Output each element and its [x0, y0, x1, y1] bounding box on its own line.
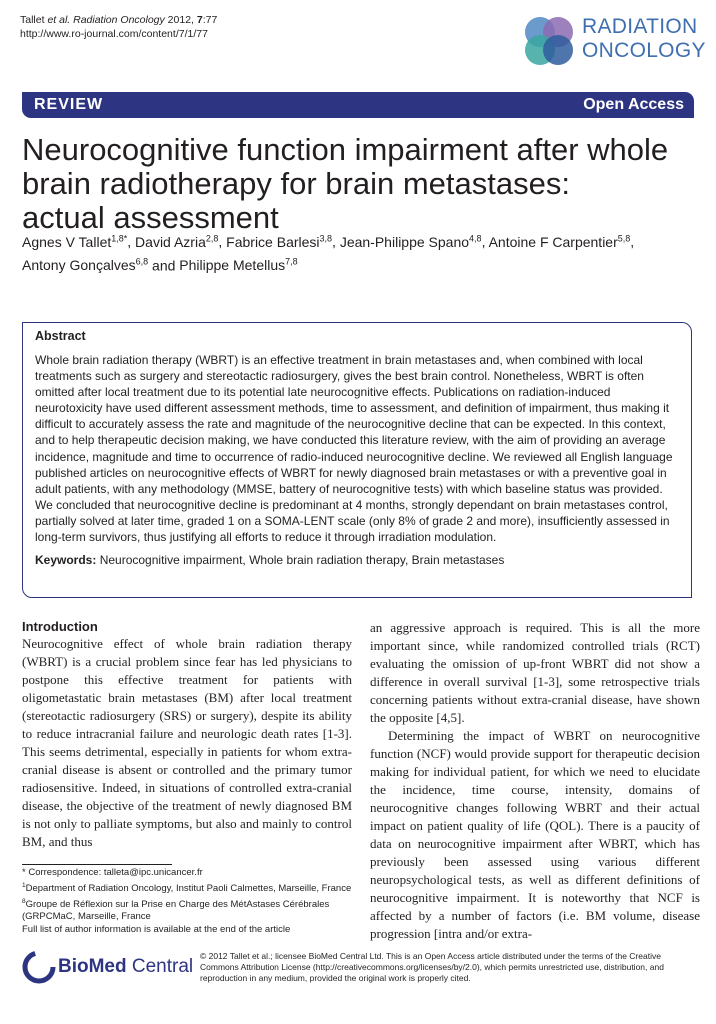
journal-logo-line1: RADIATION — [582, 15, 698, 38]
abstract-box — [22, 322, 692, 598]
citation-year: 2012, — [164, 14, 197, 26]
body-column-right — [370, 619, 700, 943]
article-type-banner — [22, 92, 694, 118]
citation-author: Tallet — [20, 14, 48, 26]
publisher-name-rest: Central — [126, 956, 194, 977]
author[interactable]: Jean-Philippe Spano$^{4,8}$ — [339, 233, 482, 250]
correspondence[interactable]: * Correspondence: talleta@ipc.unicancer.fr — [22, 867, 203, 878]
body-column-left — [22, 619, 352, 851]
keywords-label: Keywords: — [35, 553, 97, 568]
body-paragraph: Determining the impact of WBRT on neurocognitive function (NCF) would provide support for therapeutic decision making for individual patient, for which we need to elucidate the incidence, time course, intensity, domains of neurocognitive changes following WBRT and their actual impact on patient quality of life (QOL). There is a paucity of data on neurocognitive impairment after WBRT, which has previously been assessed using various different neuropsychological tests, as well as different definitions of neurocognitive impairment. It is noteworthy that NCF is affected by a number of factors (i.e. BM volume, disease progression [intra and/or extra- — [370, 728, 700, 941]
license-text: © 2012 Tallet et al.; licensee BioMed Central Ltd. This is an Open Access article distributed under the terms of the Creative Commons Attribution License (http://creativecommons.org/licenses/by/2.0), which permits unrestricted use, distribution, and reproduction in any medium, provided the original work is properly cited. — [200, 951, 664, 983]
title-line: actual assessment — [22, 200, 279, 235]
title-line: Neurocognitive function impairment after whole — [22, 132, 669, 167]
author[interactable]: Philippe Metellus$^{7,8}$ — [179, 256, 298, 274]
article-title — [22, 133, 702, 235]
author[interactable]: Fabrice Barlesi$^{3,8}$ — [226, 233, 333, 250]
journal-logo-line2: ONCOLOGY — [582, 39, 706, 62]
footnote-divider — [22, 864, 172, 865]
abstract-body: Whole brain radiation therapy (WBRT) is an effective treatment in brain metastases and, when combined with local treatments such as surgery and stereotactic radiosurgery, gives the best brain control. Nonetheless, WBRT is often omitted after local treatment due to its potential late neurocognitive effects. Publications on radiation-induced neurotoxicity have used different assessment methods, time to assessment, and definition of impairment, thus making it difficult to accurately assess the rate and magnitude of the neurocognitive decline that can be expected. In this context, and to help therapeutic decision making, we have conducted this literature review, with the aim of providing an average incidence, magnitude and time to occurrence of radio-induced neurocognitive decline. We reviewed all English language published articles on neurocognitive effects of WBRT for newly diagnosed brain metastases or with a preventive goal in adult patients, with any methodology (MMSE, battery of neurocognitive tests) with which baseline status was provided. We concluded that neurocognitive decline is predominant at 4 months, strongly dependant on brain metastases control, partially solved at later time, graded 1 on a SOMA-LENT scale (only 8% of grade 2 and more), insufficiently assessed in long-term survivors, thus justifying all efforts to reduce it through irradiation modulation. — [35, 353, 673, 545]
keywords-list: Neurocognitive impairment, Whole brain radiation therapy, Brain metastases — [96, 553, 505, 568]
journal-logo-icon — [520, 12, 580, 72]
footnotes — [22, 867, 352, 937]
citation-line — [20, 13, 217, 27]
open-access-label: Open Access — [583, 96, 684, 113]
citation-volume: 7 — [196, 14, 203, 26]
citation-journal: et al. Radiation Oncology — [47, 14, 165, 26]
affiliation-8: $^8$Groupe de Réflexion sur la Prise en Charge des MétAstases Cérébrales (GRPCMaC, Marseille, France — [22, 897, 330, 923]
section-heading-introduction: Introduction — [22, 619, 98, 634]
publisher-name-bold: BioMed — [58, 956, 127, 977]
full-author-info-note: Full list of author information is available at the end of the article — [22, 924, 291, 936]
journal-logo — [520, 12, 706, 72]
title-line: brain radiotherapy for brain metastases: — [22, 166, 570, 201]
author-list: Agnes V Tallet$^{1,8*}$, David Azria$^{2,8}$, Fabrice Barlesi$^{3,8}$, Jean-Philippe Spano$^{4,8}$, Antoine F Carpentier$^{5,8}$, Antony Gonçalves$^{6,8}$ and Philippe Metellus$^{7,8}$ — [22, 233, 635, 274]
author[interactable]: David Azria$^{2,8}$ — [135, 233, 219, 250]
keywords — [35, 553, 679, 567]
article-url[interactable]: http://www.ro-journal.com/content/7/1/77 — [20, 28, 208, 40]
abstract-heading: Abstract — [35, 329, 86, 343]
biomed-central-logo — [22, 950, 192, 984]
author[interactable]: Antoine F Carpentier$^{5,8}$ — [488, 233, 631, 250]
biomed-central-icon — [22, 950, 56, 984]
affiliation-1: $^1$Department of Radiation Oncology, Institut Paoli Calmettes, Marseille, France — [22, 881, 352, 894]
author[interactable]: Agnes V Tallet$^{1,8*}$ — [22, 233, 128, 250]
body-paragraph: Neurocognitive effect of whole brain radiation therapy (WBRT) is a crucial problem since fear has led physicians to postpone this effective treatment for patients with oligometastatic brain metastases (BM) after local treatment (stereotactic radiosurgery (SRS) or surgery), despite its ability to reduce intracranial failure and neurologic death rates [1-3]. This seems detrimental, especially in patients for whom extra-cranial disease is absent or controlled and the primary tumor radiosensitive. Indeed, in situations of controlled extra-cranial disease, the objective of the treatment of newly diagnosed BM is not only to palliate symptoms, but also and mainly to control BM, and thus — [22, 636, 352, 849]
citation-header — [20, 13, 217, 41]
author[interactable]: Antony Gonçalves$^{6,8}$ — [22, 256, 149, 274]
citation-page: :77 — [202, 14, 218, 26]
body-paragraph: an aggressive approach is required. This is all the more important since, while randomized controlled trials (RCT) evaluating the omission of up-front WBRT did not show a difference in overall survival [1-3], some retrospective trials concerning patients without extra-cranial disease, have shown the opposite [4,5]. — [370, 620, 700, 725]
article-type: REVIEW — [34, 96, 104, 113]
